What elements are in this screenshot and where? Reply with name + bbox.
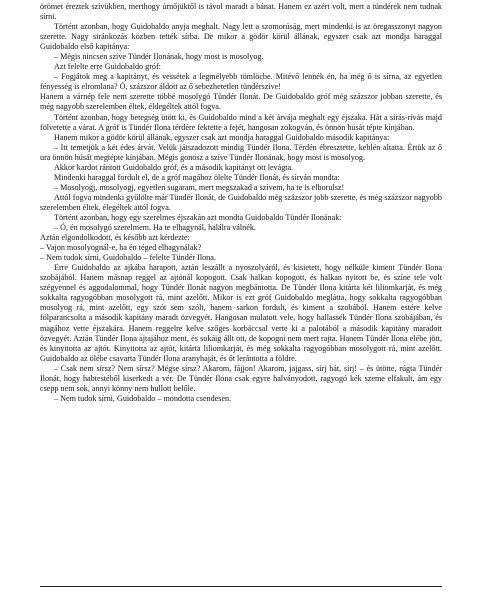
paragraph: – Mosolyogj, mosolyogj, egyetlen sugaram, mert megszakad a szívem, ha te is elborulsz! xyxy=(54,182,345,192)
paragraph: Hanem mikor a gödör körül állának, egyszer csak azt mondja haraggal Guidobaldo második kapitánya: xyxy=(54,132,390,142)
paragraph: – Nem tudok sírni, Guidobaldo – felelte Tündér Ilona. xyxy=(40,253,216,263)
paragraph: – Csak nem sírsz? Nem sírsz? Mégse sírsz? Akarom, fájjon! Akarom, jajgass, sírj hát, sírj! – és ütötte, rúgta Tündér Ilonát, hogy habtestéből kiserkedt a vér. De Tündér Ilona csak egyre halványodott, ragyogó kék szeme elfakult, ám egy csepp nem sok, annyi könny nem hullott belőle. xyxy=(40,363,442,393)
paragraph: – Vajon mosolyognál-e, ha én téged elhagynálak? xyxy=(40,243,202,253)
paragraph: – Itt temetjük a két édes árvát. Velük játszadozott mindig Tündér Ilona. Térdén ébresztette, keblén altatta. Értük az ő ura önnön húsát megtépte kínjában. Mégis gonosz a szíve Tündér Ilonának, hogy most is mosolyog. xyxy=(40,142,442,162)
paragraph: – Nem tudok sírni, Guidobaldo – mondotta csendesen. xyxy=(54,393,232,403)
paragraph: Mindenki haraggal fordult el, de a gróf magához ölelte Tündér Ilonát, és sírván mondta: xyxy=(54,172,340,182)
paragraph: Történt azonban, hogy betegség ütött ki, és Guidobaldo mind a két árvája meghalt egy éjszaka. Hát a sírás-rívás majd fölvetette a várat. A gróf is Tündér Ilona térdére fektette a fejét, hangosan zokogván, és önnön húsát tépte kínjában. xyxy=(40,112,442,132)
paragraph: Azt felelte erre Guidobaldo gróf: xyxy=(54,62,161,72)
paragraph: – Fogjátok meg a kapitányt, és vessétek a legmélyebb tömlöcbe. Mitévő lennék én, ha még ő is sírna, az egyetlen fényesség is elromlana? Ó, százszor áldott az ő sebezhetetlen tündérszíve! xyxy=(40,72,442,92)
footer-rule xyxy=(40,586,442,587)
paragraph: örömet éreztek szívükben, merthogy úrnőjüktől is távol maradt a bánat. Hanem ez azért volt, mert a tündérek nem tudnak sírni. xyxy=(40,2,442,22)
paragraph: – Mégis nincsen szíve Tündér Ilonának, hogy most is mosolyog. xyxy=(54,52,264,62)
paragraph: Történt azonban, hogy egy szerelmes éjszakán azt mondta Guidobaldo Tündér Ilonának: xyxy=(54,212,342,222)
paragraph: Hanem a várnép fele nem szerette többé mosolygó Tündér Ilonát. De Guidobaldo gróf még százszor jobban szerette, és még nagyobb szerelemben éltek, éldegéltek attól fogva. xyxy=(40,92,442,112)
paragraph: Attól fogva mindenki gyűlölte már Tündér Ilonát, de Guidobaldo még százszor jobb szerette, és még százszor nagyobb szerelemben éltek, élegéltek attól fogva. xyxy=(40,192,442,212)
story-text xyxy=(40,2,442,404)
paragraph: Aztán elgondolkodott, és később azt kérdezte: xyxy=(40,233,190,243)
paragraph: Akkor kardot rántott Guidobaldo gróf, és a második kapitányt ott levágta. xyxy=(54,162,294,172)
paragraph: – Ó, én mosolygó szerelmem. Ha te elhagynál, halálra válnék. xyxy=(54,223,256,233)
paragraph: Történt azonban, hogy Guidobaldo anyja meghalt. Nagy lett a szomorúság, mert mindenki is az öregasszonyt nagyon szerette. Nagy siránkozás közben tették sírba. De mikor a gödör körül állának, egyszer csak azt mondja haraggal Guidobaldo első kapitánya: xyxy=(40,22,442,52)
paragraph: Erre Guidobaldo az ajkába harapott, aztán leszállt a nyoszolyáról, és kisietett, hogy nélküle kiment Tündér Ilona szobájából. Hanem másnap reggel az ajtónál kopogott. Csak halkan kopogott, és halkan nyitott be, és színe tele volt szégyennel és aggodalommal, hogy Tündér Ilonát nagyon megbántotta. De Tündér Ilona kitárta két liliomkarját, és még sokkalta ragyogóbban mosolygott rá, mint azelőtt. Mikor is ezt gróf Guidobaldo meglátta, hogy sokkalta ragyogóbban mosolyog rá, mint azelőtt, egy szót sem szólt, hanem sarkon fordult, és kiment a szobából. Hanem estére kelve fölparancsolta a második kapitány maradt özvegyét. Hangosan mulatott vele, hogy hallassék Tündér Ilona szobájában, és magához vette éjszakára. Hanem reggelre kelve szőges korbáccsal verte ki a palotából a második kapitány maradott özvegyét. Aztán Tündér Ilona ajtajához ment, és sokáig állt ott, de kopogni nem mert rajta. Hanem Tündér Ilona elébe jött, és kinyitotta az ajtót. Kinyitotta az ajtót, kitárta liliomkarját, és még sokkalta ragyogóbban mosolygott rá, mint azelőtt. Guidobaldo az ölébe csavarta Tündér Ilona aranyhaját, és őt lerántotta a földre. xyxy=(40,263,442,363)
